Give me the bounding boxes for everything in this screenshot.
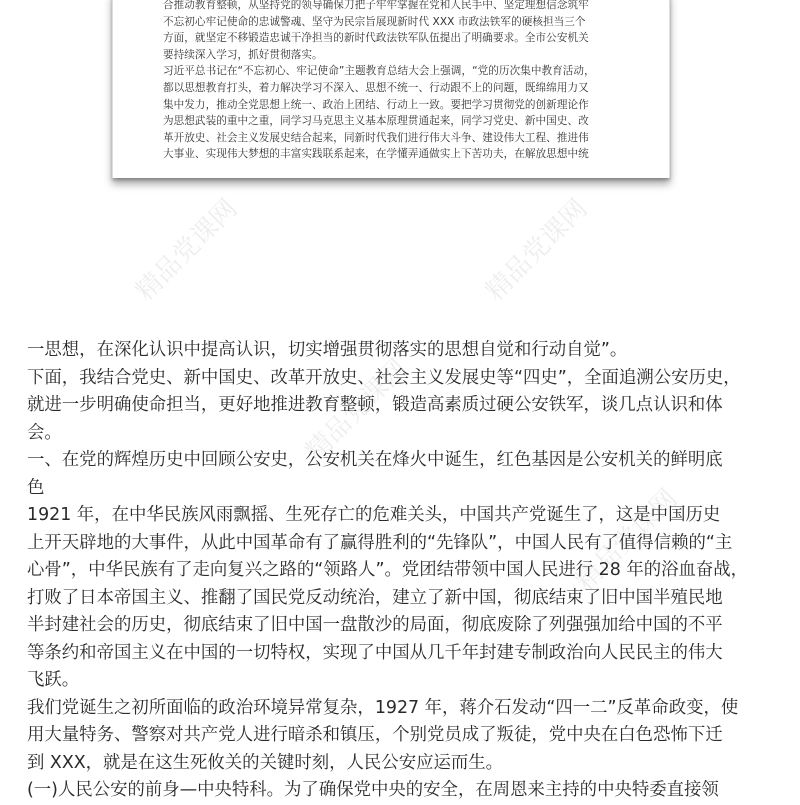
text-line: 为思想武装的重中之重，同学习马克思主义基本原理贯通起来，同学习党史、新中国史、改 <box>163 115 589 128</box>
text-line: 大事业、实现伟大梦想的丰富实践联系起来，在学懂弄通做实上下苦功夫，在解放思想中统 <box>163 148 589 161</box>
text-line: 会。 <box>27 422 62 443</box>
text-line: 1921 年，在中华民族风雨飘摇、生死存亡的危难关头，中国共产党诞生了，这是中国历史 <box>27 505 721 525</box>
text-line: 集中发力，推动全党思想上统一、政治上团结、行动上一致。要把学习贯彻党的创新理论作 <box>163 98 589 111</box>
text-line: 用大量特务、警察对共产党人进行暗杀和镇压，个别党员成了叛徒，党中央在白色恐怖下迁 <box>27 725 723 745</box>
text-line: 就进一步明确使命担当，更好地推进教育整顿，锻造高素质过硬公安铁军，谈几点认识和体 <box>27 395 723 415</box>
watermark: 精品党课网 <box>300 353 414 467</box>
document-body <box>27 337 787 805</box>
text-line: (一)人民公安的前身—中央特科。为了确保党中央的安全，在周恩来主持的中央特委直接领 <box>27 780 719 800</box>
text-line: 革开放史、社会主义发展史结合起来，同新时代我们进行伟大斗争、建设伟大工程、推进伟 <box>163 131 589 144</box>
text-line: 习近平总书记在“不忘初心、牢记使命”主题教育总结大会上强调，“党的历次集中教育活动， <box>163 65 595 78</box>
text-line: 我们党诞生之初所面临的政治环境异常复杂，1927 年，蒋介石发动“四一二”反革命政变，使 <box>27 697 739 718</box>
text-line: 到 XXX，就是在这生死攸关的关键时刻，人民公安应运而生。 <box>27 752 504 773</box>
text-line: 心骨”，中华民族有了走向复兴之路的“领路人”。党团结带领中国人民进行 28 年的浴血奋战， <box>27 560 749 580</box>
text-line: 要持续深入学习，抓好贯彻落实。 <box>163 48 323 61</box>
text-line: 等条约和帝国主义在中国的一切特权，实现了中国从几千年封建专制政治向人民民主的伟大 <box>27 642 723 663</box>
text-line: 飞跃。 <box>27 670 80 690</box>
text-line: 不忘初心牢记使命的忠诚警魂、坚守为民宗旨展现新时代 XXX 市政法铁军的硬核担当三个 <box>163 15 586 28</box>
text-line: 一思想，在深化认识中提高认识，切实增强贯彻落实的思想自觉和行动自觉”。 <box>27 340 628 360</box>
watermark: 精品党课网 <box>130 193 244 307</box>
text-line: 半封建社会的历史，彻底结束了旧中国一盘散沙的局面，彻底废除了列强强加给中国的不平 <box>27 615 723 635</box>
text-line: 色 <box>27 477 45 498</box>
watermark: 精品党课网 <box>480 193 594 307</box>
text-line: 合推动教育整顿，从坚持党的领导确保刀把子牢牢掌握在党和人民手中、坚定理想信念筑牢 <box>163 0 589 11</box>
text-line: 下面，我结合党史、新中国史、改革开放史、社会主义发展史等“四史”，全面追溯公安历史， <box>27 367 741 388</box>
text-line: 打败了日本帝国主义、推翻了国民党反动统治，建立了新中国，彻底结束了旧中国半殖民地 <box>27 587 723 608</box>
preview-text <box>163 0 643 163</box>
document-preview-card <box>112 0 670 178</box>
text-line: 上开天辟地的大事件，从此中国革命有了赢得胜利的“先锋队”，中国人民有了值得信赖的“主 <box>27 532 733 553</box>
text-line: 方面，就坚定不移锻造忠诚干净担当的新时代政法铁军队伍提出了明确要求。全市公安机关 <box>163 32 589 45</box>
text-line: 都以思想教育打头，着力解决学习不深入、思想不统一、行动跟不上的问题，既绵绵用力又 <box>163 81 589 94</box>
text-line: 一、在党的辉煌历史中回顾公安史，公安机关在烽火中诞生，红色基因是公安机关的鲜明底 <box>27 450 723 470</box>
watermark: 精品党课网 <box>570 483 684 597</box>
